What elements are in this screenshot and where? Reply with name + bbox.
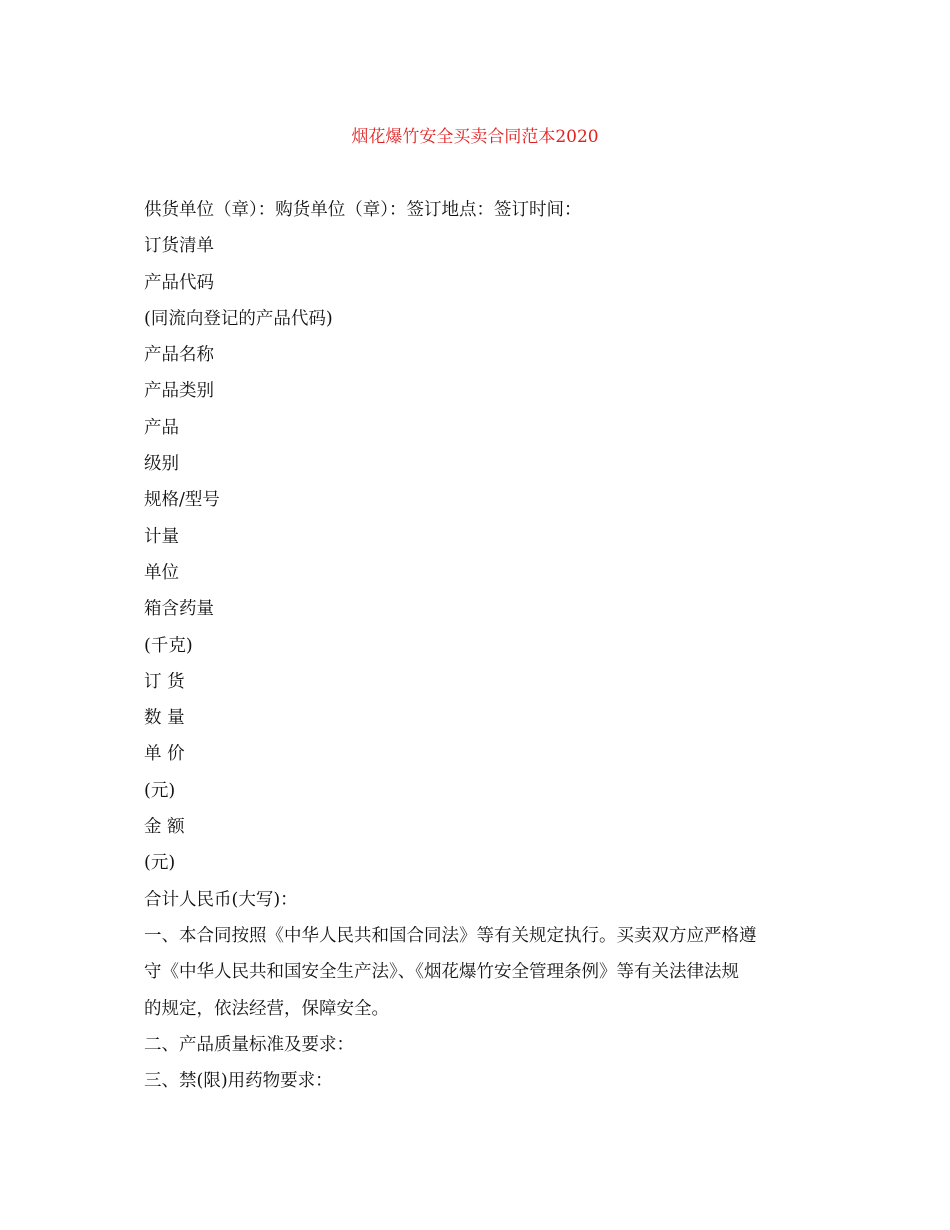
body-line: 箱含药量 bbox=[144, 599, 214, 620]
body-line: 产品 bbox=[144, 417, 179, 438]
body-line: 单位 bbox=[144, 562, 179, 583]
document-body bbox=[144, 192, 804, 1099]
body-line: 二、产品质量标准及要求： bbox=[144, 1034, 354, 1055]
body-line: 订 货 bbox=[144, 671, 185, 692]
body-line: 数 量 bbox=[144, 708, 185, 729]
body-line: 计量 bbox=[144, 526, 179, 547]
body-line: 产品名称 bbox=[144, 345, 214, 366]
body-line: 的规定，依法经营，保障安全。 bbox=[144, 998, 389, 1019]
body-line: 合计人民币(大写)： bbox=[144, 889, 298, 910]
body-line: 产品类别 bbox=[144, 381, 214, 402]
body-line: (千克) bbox=[144, 635, 193, 656]
document-title: 烟花爆竹安全买卖合同范本2020 bbox=[351, 127, 599, 147]
body-line: (同流向登记的产品代码) bbox=[144, 308, 333, 329]
body-line: 一、本合同按照《中华人民共和国合同法》等有关规定执行。买卖双方应严格遵 bbox=[144, 925, 757, 946]
body-line: 三、禁(限)用药物要求： bbox=[144, 1071, 333, 1092]
body-line: (元) bbox=[144, 780, 176, 801]
body-line: 级别 bbox=[144, 454, 179, 475]
body-line: 产品代码 bbox=[144, 272, 214, 293]
body-line: 金 额 bbox=[144, 817, 185, 838]
body-line: 规格/型号 bbox=[144, 490, 220, 511]
body-line: (元) bbox=[144, 853, 176, 874]
body-line: 守《中华人民共和国安全生产法》、《烟花爆竹安全管理条例》等有关法律法规 bbox=[144, 962, 739, 983]
body-line: 单 价 bbox=[144, 744, 185, 765]
body-line: 订货清单 bbox=[144, 236, 214, 257]
body-line: 供货单位（章）：购货单位（章）：签订地点：签订时间： bbox=[144, 200, 582, 220]
